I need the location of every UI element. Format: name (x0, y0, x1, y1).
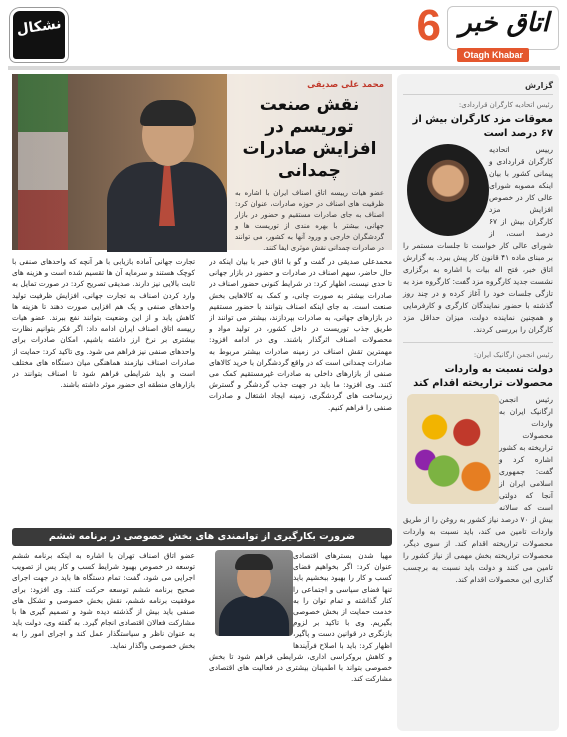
story-headline: دولت نسبت به واردات محصولات تراریخته اقدام کند (413, 364, 553, 389)
sidebar-divider (403, 342, 553, 343)
article-column-left: تجارت جهانی آماده بازیابی با هر آنچه که واحدهای صنفی با کوچک هستند و سرمایه آن ها تقسیم شده است و هزینه های ثابت بالایی نیز دارند. صدیقی تصریح کرد: در صورت تمایل به وارد کردن اصناف به تجارت جهانی، افزایش ظرفیت تولید واحدهای صنفی و یک هم افزایی صورت دهند تا هزینه ها کاهش یابد و از این وضعیت بتوانند نفع ببرند. عضو هیات رییسه اتاق اصناف ایران ادامه داد: اگر فکر بتوانیم نظارت بیشتری بر نرخ ارز داشته باشیم، امکان صادرات برای واحدهای صنفی نیز فراهم می شود. وی تاکید کرد: حمایت از صادرات اصناف نیازمند هماهنگی میان دستگاه های مختلف است و باید شرایطی فراهم شود تا اصناف بتوانند در بازارهای منطقه ای حضور موثر داشته باشند. (12, 257, 195, 390)
section-badge-label: نشکال (15, 15, 63, 39)
logo-title: اتاق خبر (459, 8, 549, 38)
second-article (12, 550, 392, 731)
page-header (0, 0, 567, 68)
story-body: رییس اتحادیه کارگران قراردادی و پیمانی کشور با بیان اینکه مصوبه شورای عالی کار در خصوص افزایش مزد کارگران بیش از ۶۷ درصد است، از شورای عالی کار خواست تا جلسات مستمر را بر مبنای ماده ۴۱ قانون کار پیش ببرد. به گزارش اتاق خبر، فتح اله بیات با اشاره به برگزاری نشست جدید کارگروه مزد گفت: کارگروه مزد به تازگی جلسات خود را آغاز کرده و در چند روز گذشته با حضور نمایندگان کارگری و کارفرمایی و همچنین نماینده دولت، میزان حداقل مزد کارگران را بررسی کردند. (403, 145, 553, 334)
portrait-body (219, 596, 289, 636)
vegetables-photo (407, 394, 499, 504)
article-column-right: محمدعلی صدیقی در گفت و گو با اتاق خبر با بیان اینکه در حال حاضر، سهم اصناف در صادرات و حضور در بازار جهانی تا حدی نیست، اظهار کرد: در شرایط کنونی حضور اصناف در صادرات بیشتر به صورت چانی، و کمک به کالاهایی بخش صنعت است. به جای اینکه اصناف بتوانند با حضور مستقیم در بازارهای جهانی، به صادرات بپردازند، بیشتر می توانند از طریق جذب توریست در داخل کشور، در تولید مواد و محصولات اصناف اثرگذار باشند. وی در ادامه افزود: مهمترین تقش اصناف در زمینه صادرات بیشتر مربوط به صادرات چمدانی است که در واقع گردشگران با خرید کالاهای صنفی از بازارهای داخلی به صادرات غیرمستقیم کمک می کنند. وی افزود: ما باید در جهت جذب گردشگر و گسترش زیرساخت های گردشگری، زمینه ایجاد اشتغال و صادرات صنفی را فراهم کنیم. (209, 257, 392, 412)
sidebar-story-wages (403, 99, 553, 336)
second-article-column-right (209, 550, 392, 731)
story-portrait (407, 144, 489, 236)
story-headline: معوقات مزد کارگران بیش از ۶۷ درصد است (412, 114, 553, 139)
article-hero (12, 74, 392, 250)
portrait-hair (235, 554, 273, 570)
article-author: محمد علی صدیقی (307, 80, 384, 90)
article-lead: عضو هیات رییسه اتاق اصناف ایران با اشاره به ظرفیت های اصناف در حوزه صادرات، عنوان کرد: اصناف به جای صادرات مستقیم و حضور در بازار جهانی، بیشتر با بهره مندی از توریست ها و گردشگران خارجی و ورود آنها به کشور، می توانند در صادرات چمدانی نقش موثری ایفا کنند. (235, 189, 384, 252)
headline-panel (227, 74, 392, 250)
article-title: نقش صنعت توریسم در افزایش صادرات چمدانی (242, 95, 377, 181)
section-badge (10, 8, 68, 62)
masthead-logo (447, 2, 559, 64)
flag-image (18, 74, 68, 250)
sidebar-story-organic (403, 349, 553, 586)
section-headline-bar: ضرورت بکارگیری از توانمندی های بخش خصوصی در برنامه ششم (12, 528, 392, 546)
sidebar-section-title: گزارش (403, 80, 553, 95)
second-article-text-right: مهیا شدن بسترهای اقتصادی عنوان کرد: اگر بخواهیم فضای کسب و کار را بهبود ببخشیم باید تنها فضای سیاسی و اجتماعی را کنار گذاشته و تمام توان را به خدمت حمایت از بخش خصوصی بگیریم. وی با تاکید بر لزوم بازنگری در قوانین دست و پاگیر، اظهار کرد: باید با اصلاح فرآیندها و کاهش بروکراسی اداری، شرایطی فراهم شود تا بخش خصوصی بتواند با اطمینان بیشتری در فعالیت های اقتصادی مشارکت کند. (209, 551, 392, 684)
logo-english: Otagh Khabar (457, 48, 529, 62)
story-kicker: رئیس اتحادیه کارگران قراردادی: (458, 101, 553, 109)
interviewee-portrait (107, 94, 227, 250)
second-article-column-left: عضو اتاق اصناف تهران با اشاره به اینکه برنامه ششم توسعه در خصوص بهبود شرایط کسب و کار پس از تصویب اجرایی می شود، گفت: تمام دستگاه ها باید در جهت اجرای صحیح برنامه ششم توسعه حرکت کنند. وی افزود: برای موفقیت برنامه ششم، نقش بخش خصوصی و تشکل های صنفی باید بیش از گذشته دیده شود و تصمیم گیری ها با مشارکت فعالان اقتصادی انجام گیرد. به گفته وی، دولت باید به عنوان ناظر و سیاستگذار عمل کند و اجرای امور را به بخش خصوصی واگذار نماید. (12, 551, 195, 650)
main-article-area (12, 74, 392, 731)
page-number: 6 (416, 1, 441, 50)
second-article-portrait (215, 550, 293, 636)
story-body: رئیس انجمن ارگانیک ایران به واردات محصولات تراریخته به کشور اشاره کرد و گفت: جمهوری اسلامی ایران از آنجا که دولتی است که سالانه بیش از ۷۰ درصد نیاز کشور به روغن را از طریق واردات تامین می کند، باید نسبت به واردات محصولات تراریخته اقدام کند. از سوی دیگر، محصولات تراریخته بخش مهمی از نیاز کشور را تامین می کنند و دولت باید نسبت به برچسب گذاری این محصولات اقدام کند. (403, 395, 554, 584)
news-sidebar (397, 74, 559, 731)
header-divider (8, 66, 560, 70)
article-columns (12, 256, 392, 524)
portrait-hair (140, 100, 196, 126)
story-kicker: رئیس انجمن ارگانیک ایران: (473, 351, 553, 359)
